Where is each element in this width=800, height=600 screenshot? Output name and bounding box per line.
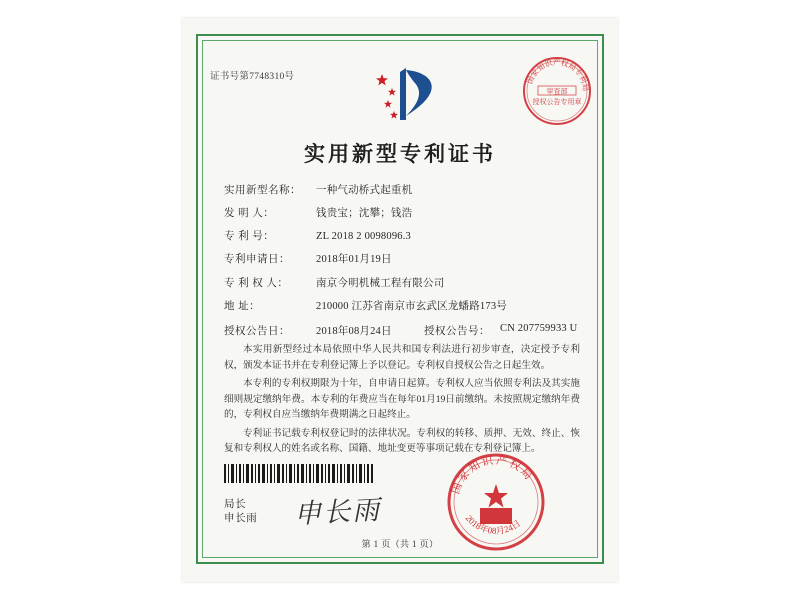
director-name: 申长雨 [224,513,258,525]
field-value: 210000 江苏省南京市玄武区龙蟠路173号 [316,300,507,312]
director-title: 局长 [224,499,247,510]
body-paragraph: 专利证书记载专利权登记时的法律状况。专利权的转移、质押、无效、终止、恢复和专利权人的姓名或名称、国籍、地址变更等事项记载在专利登记簿上。 [224,427,580,455]
field-value: 一种气动桥式起重机 [316,185,413,196]
legal-body-text [224,342,580,460]
field-label: 地 址： [224,300,261,312]
field-application-date [224,253,582,267]
svg-text:国家知识产权局: 国家知识产权局 [449,454,536,496]
svg-text:审查部: 审查部 [546,87,568,96]
certificate-content [208,46,592,554]
field-patentee [224,277,582,291]
field-inventor [224,207,582,221]
handwritten-signature: 申长雨 [293,494,382,531]
field-label: 专利申请日： [224,254,290,266]
field-utility-model-name [224,184,582,198]
certificate-sheet [182,18,618,582]
svg-text:2018年08月24日: 2018年08月24日 [463,513,523,537]
field-label: 实用新型名称： [224,185,301,196]
field-list [224,184,582,347]
svg-text:国家知识产权局专利局: 国家知识产权局专利局 [525,57,591,92]
publication-date-value: 2018年08月24日 [316,325,392,337]
body-paragraph: 本专利的专利权期限为十年，自申请日起算。专利权人应当依照专利法及其实施细则规定缴纳年费。本专利的年费应当在每年01月19日前缴纳。未按照规定缴纳年费的，专利权自应当缴纳年费期满之日起终止。 [224,378,580,421]
patent-emblem-icon [366,64,452,126]
signature-block [224,498,257,526]
publication-number-label: 授权公告号： [424,325,490,337]
page-title: 实用新型专利证书 [304,142,496,166]
field-value: 钱贵宝；沈攀；钱浩 [316,208,413,220]
field-label: 专 利 权 人： [224,277,289,289]
field-publication [224,323,582,338]
field-label: 发 明 人： [224,208,275,220]
publication-number-value: CN 207759933 U [500,322,578,334]
field-label: 专 利 号： [224,231,275,243]
field-value: ZL 2018 2 0098096.3 [316,231,411,243]
barcode [224,464,374,483]
field-value: 南京今明机械工程有限公司 [316,277,445,289]
approval-stamp-icon [520,54,594,128]
body-paragraph: 本实用新型经过本局依照中华人民共和国专利法进行初步审查，决定授予专利权，颁发本证书并在专利登记簿上予以登记。专利权自授权公告之日起生效。 [224,344,580,371]
publication-date-label: 授权公告日： [224,325,290,337]
svg-text:授权公告专用章: 授权公告专用章 [532,98,582,106]
field-address [224,300,582,314]
field-value: 2018年01月19日 [316,254,392,266]
certificate-number: 证书号第7748310号 [210,72,295,82]
page-footer: 第 1 页（共 1 页） [361,539,439,549]
field-patent-number [224,230,582,244]
